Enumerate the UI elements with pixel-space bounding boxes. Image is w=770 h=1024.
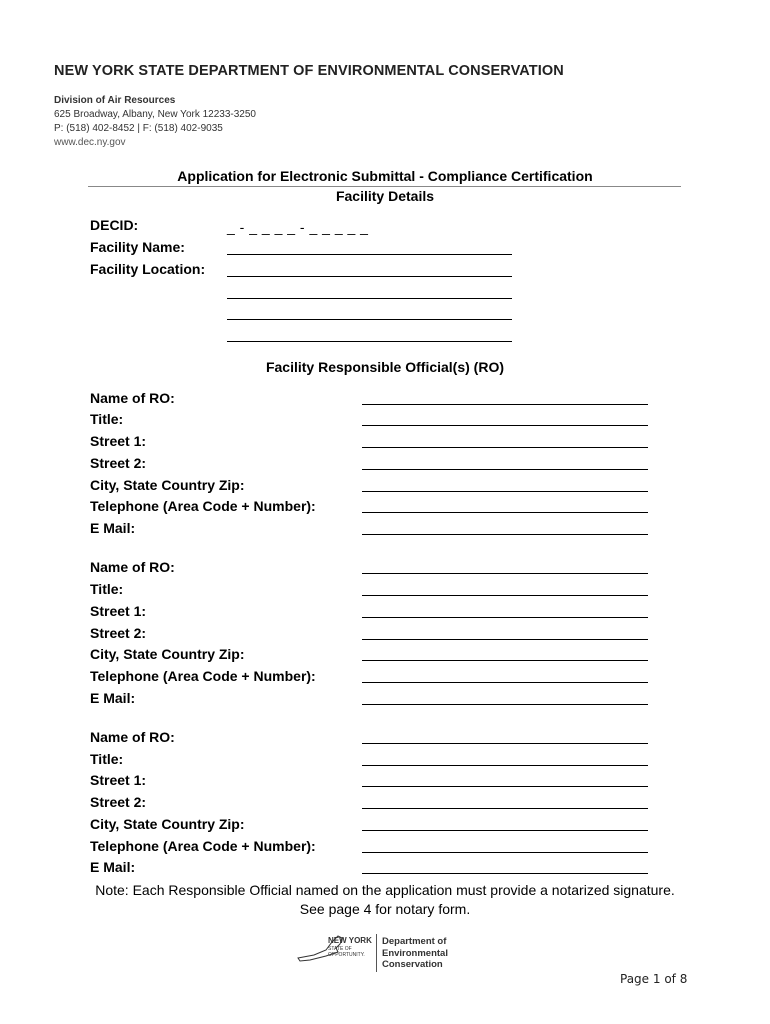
ro-city-field[interactable] xyxy=(362,830,648,831)
ro-street2-label: Street 2: xyxy=(90,455,147,471)
ro-name-field[interactable] xyxy=(362,573,648,574)
ro-city-field[interactable] xyxy=(362,660,648,661)
ro-title-field[interactable] xyxy=(362,595,648,596)
ro-telephone-label: Telephone (Area Code + Number): xyxy=(90,838,316,854)
logo-tagline-1: STATE OF xyxy=(328,946,352,952)
ro-email-label: E Mail: xyxy=(90,859,136,875)
ro-street1-label: Street 1: xyxy=(90,603,147,619)
phone-fax: P: (518) 402-8452 | F: (518) 402-9035 xyxy=(54,123,223,134)
decid-label: DECID: xyxy=(90,217,139,233)
logo-divider xyxy=(376,934,377,972)
ro-name-label: Name of RO: xyxy=(90,729,175,745)
ro-telephone-field[interactable] xyxy=(362,852,648,853)
decid-field[interactable]: _ - _ _ _ _ - _ _ _ _ _ xyxy=(227,219,369,235)
logo-dept-line-2: Environmental xyxy=(382,948,448,959)
facility-location-field-1[interactable] xyxy=(227,276,512,277)
ro-telephone-field[interactable] xyxy=(362,512,648,513)
form-title: Application for Electronic Submittal - Compliance Certification xyxy=(177,168,593,184)
ro-street1-label: Street 1: xyxy=(90,772,147,788)
facility-name-label: Facility Name: xyxy=(90,239,185,255)
ro-street2-label: Street 2: xyxy=(90,625,147,641)
facility-location-field-2[interactable] xyxy=(227,298,512,299)
ro-section-heading: Facility Responsible Official(s) (RO) xyxy=(265,359,505,375)
ro-street2-field[interactable] xyxy=(362,808,648,809)
ro-telephone-field[interactable] xyxy=(362,682,648,683)
logo-dept-line-1: Department of xyxy=(382,936,447,947)
ro-city-field[interactable] xyxy=(362,491,648,492)
ro-street1-field[interactable] xyxy=(362,786,648,787)
website: www.dec.ny.gov xyxy=(54,137,126,148)
ro-email-label: E Mail: xyxy=(90,690,136,706)
ro-name-field[interactable] xyxy=(362,404,648,405)
logo-tagline-2: OPPORTUNITY. xyxy=(328,952,365,958)
ro-street2-label: Street 2: xyxy=(90,794,147,810)
ro-telephone-label: Telephone (Area Code + Number): xyxy=(90,498,316,514)
ro-street2-field[interactable] xyxy=(362,639,648,640)
ro-name-field[interactable] xyxy=(362,743,648,744)
ro-email-field[interactable] xyxy=(362,704,648,705)
ro-email-field[interactable] xyxy=(362,873,648,874)
ro-name-label: Name of RO: xyxy=(90,390,175,406)
logo-dept-line-3: Conservation xyxy=(382,959,443,970)
ro-title-label: Title: xyxy=(90,581,124,597)
form-subtitle: Facility Details xyxy=(335,188,435,204)
ro-city-label: City, State Country Zip: xyxy=(90,477,245,493)
division-name: Division of Air Resources xyxy=(54,95,176,106)
nys-dec-logo xyxy=(296,930,466,972)
notary-note: Note: Each Responsible Official named on the application must provide a notarized signature. See page 4 for notary form. xyxy=(95,882,675,917)
ro-city-label: City, State Country Zip: xyxy=(90,646,245,662)
logo-state: NEW YORK xyxy=(328,936,372,945)
facility-location-field-4[interactable] xyxy=(227,341,512,342)
title-divider xyxy=(88,186,681,187)
ro-street1-field[interactable] xyxy=(362,447,648,448)
ro-street1-field[interactable] xyxy=(362,617,648,618)
page-number: Page 1 of 8 xyxy=(620,972,688,986)
facility-location-field-3[interactable] xyxy=(227,319,512,320)
ro-telephone-label: Telephone (Area Code + Number): xyxy=(90,668,316,684)
ro-email-label: E Mail: xyxy=(90,520,136,536)
ro-street2-field[interactable] xyxy=(362,469,648,470)
facility-name-field[interactable] xyxy=(227,254,512,255)
ro-title-field[interactable] xyxy=(362,425,648,426)
ro-title-field[interactable] xyxy=(362,765,648,766)
ro-city-label: City, State Country Zip: xyxy=(90,816,245,832)
ro-title-label: Title: xyxy=(90,751,124,767)
street-address: 625 Broadway, Albany, New York 12233-3250 xyxy=(54,109,256,120)
ro-email-field[interactable] xyxy=(362,534,648,535)
agency-title: NEW YORK STATE DEPARTMENT OF ENVIRONMENTAL CONSERVATION xyxy=(54,63,564,79)
ro-street1-label: Street 1: xyxy=(90,433,147,449)
facility-location-label: Facility Location: xyxy=(90,261,206,277)
ro-title-label: Title: xyxy=(90,411,124,427)
ro-name-label: Name of RO: xyxy=(90,559,175,575)
